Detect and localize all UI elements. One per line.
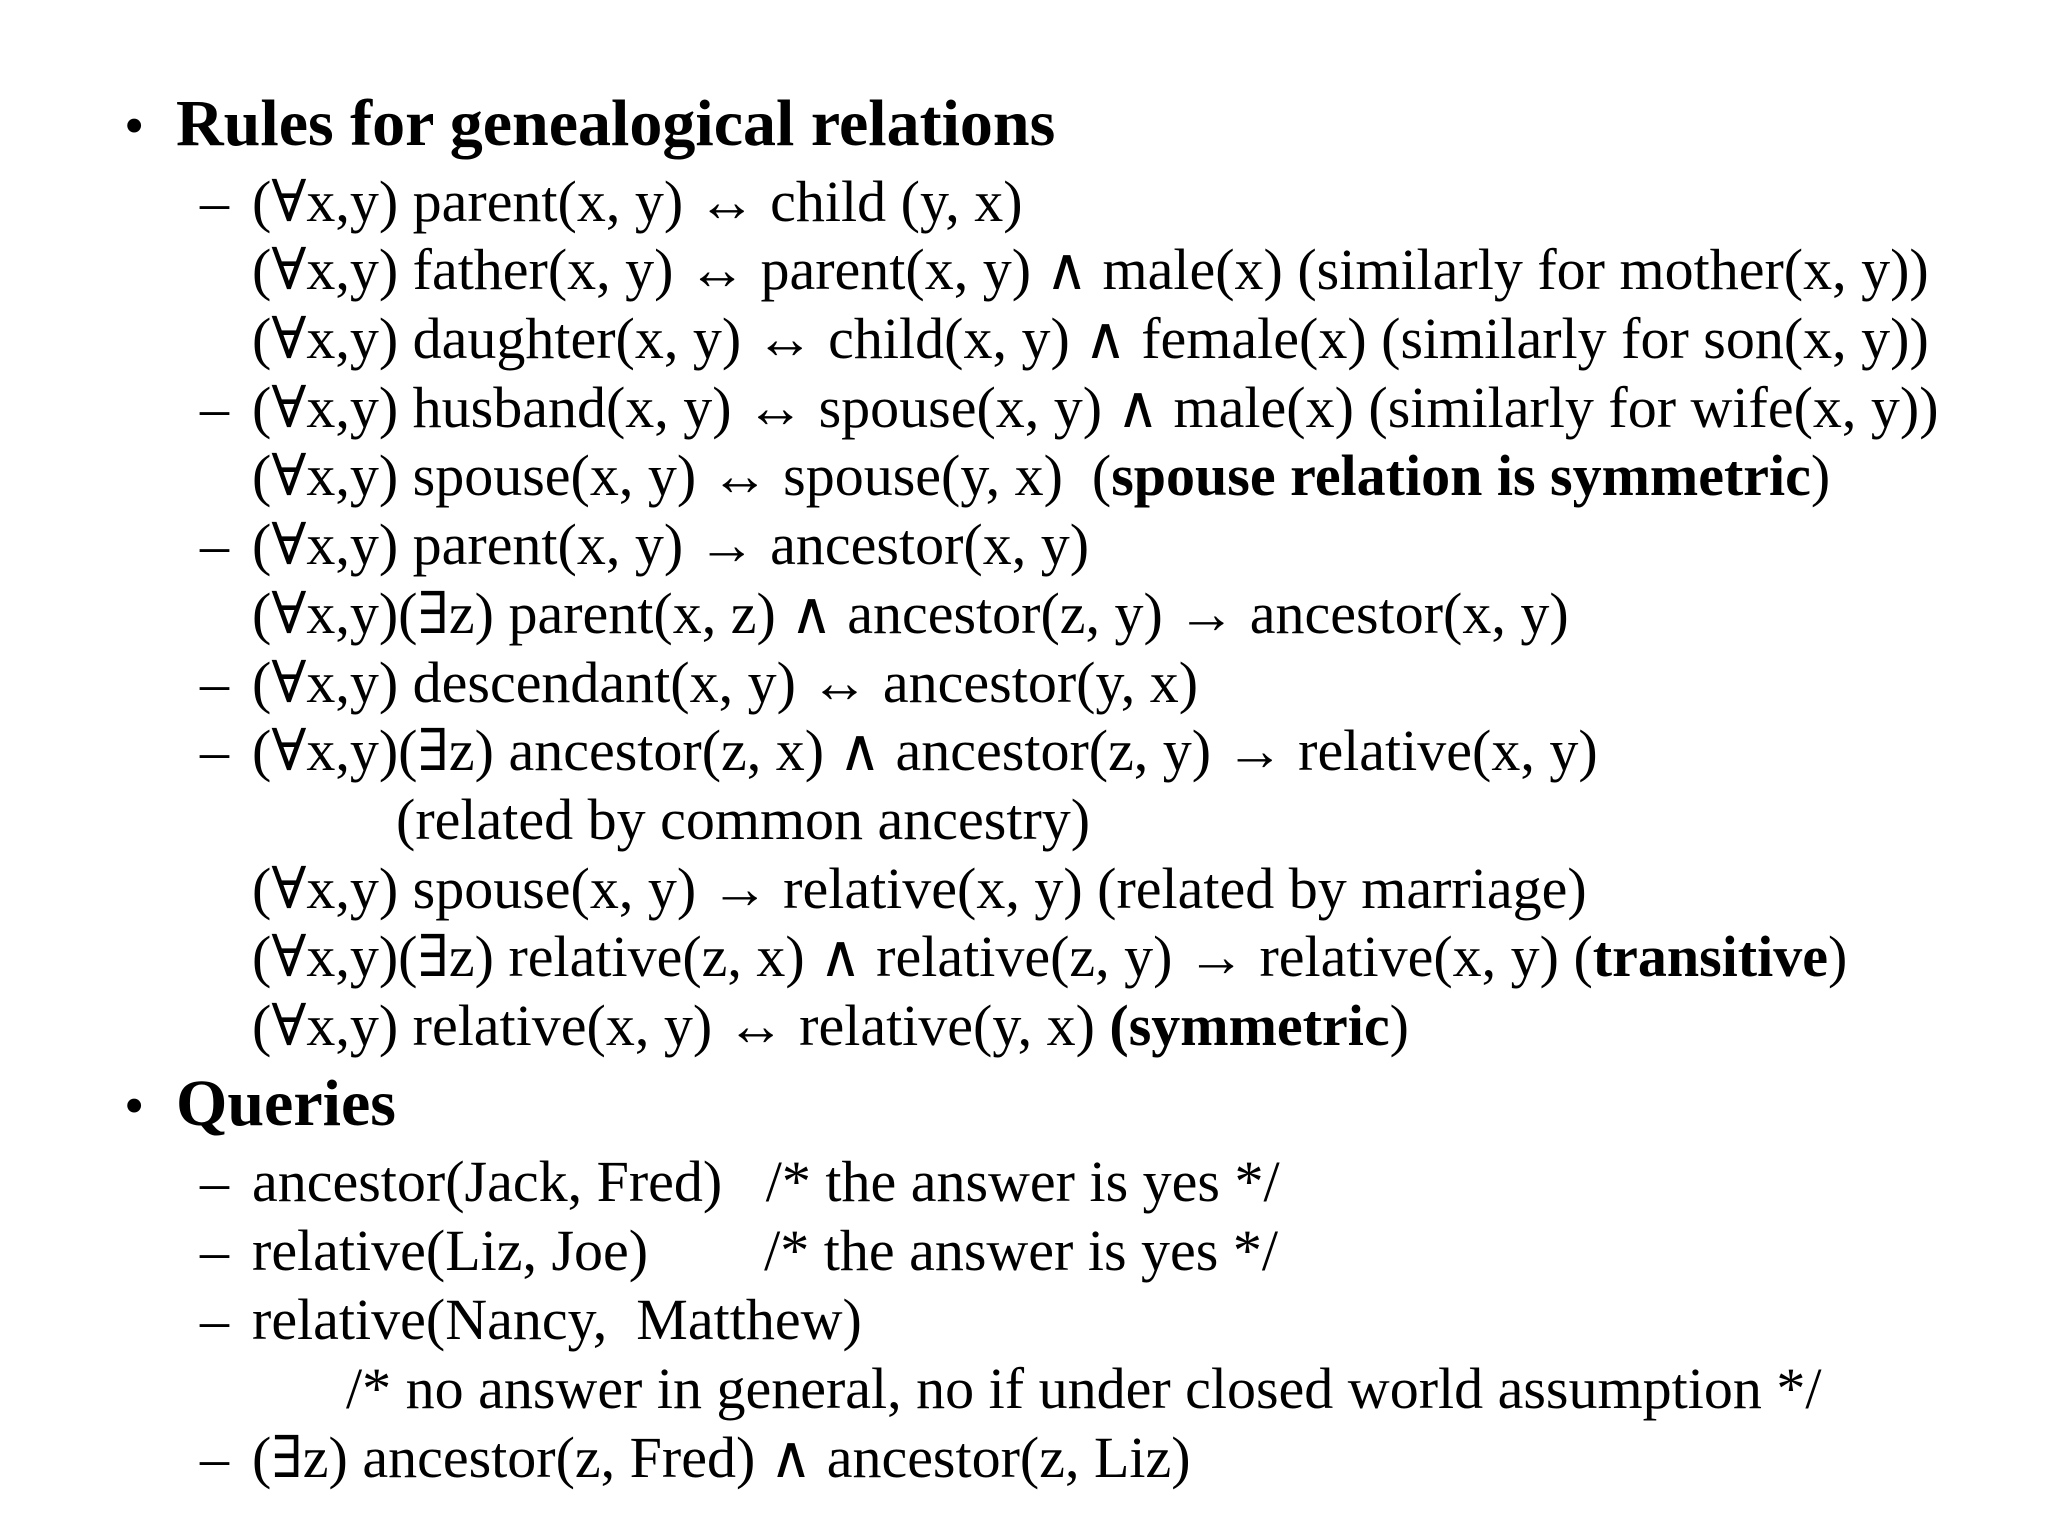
query-line-3: relative(Nancy, Matthew) [252, 1287, 862, 1352]
rule-line-4: (∀x,y) husband(x, y) ↔ spouse(x, y) ∧ male(x) (similarly for wife(x, y)) [252, 375, 1939, 440]
dash-rule-2: – [200, 375, 229, 440]
rule-line-5-post: ) [1810, 443, 1831, 508]
rule-line-12-post: ) [1827, 924, 1848, 989]
rule-line-12-pre: (∀x,y)(∃z) relative(z, x) ∧ relative(z, y) → relative(x, y) ( [252, 924, 1593, 989]
rule-line-9: (∀x,y)(∃z) ancestor(z, x) ∧ ancestor(z, y) → relative(x, y) [252, 718, 1598, 783]
query-line-5: (∃z) ancestor(z, Fred) ∧ ancestor(z, Liz) [252, 1425, 1191, 1490]
rule-line-8: (∀x,y) descendant(x, y) ↔ ancestor(y, x) [252, 650, 1199, 715]
rule-line-12-bold: transitive [1592, 924, 1828, 989]
rule-line-13-pre: (∀x,y) relative(x, y) ↔ relative(y, x) [252, 993, 1110, 1058]
rule-line-5 [252, 442, 1830, 510]
rule-line-2: (∀x,y) father(x, y) ↔ parent(x, y) ∧ male(x) (similarly for mother(x, y)) [252, 237, 1929, 302]
query-line-4: /* no answer in general, no if under closed world assumption */ [346, 1356, 1822, 1421]
rule-line-12 [252, 923, 1847, 991]
bullet-queries: • [124, 1073, 145, 1138]
dash-query-1: – [200, 1149, 229, 1214]
dash-query-4: – [200, 1425, 229, 1490]
rule-line-13 [252, 992, 1409, 1060]
rule-line-5-pre: (∀x,y) spouse(x, y) ↔ spouse(y, x) ( [252, 443, 1112, 508]
rule-line-13-bold: (symmetric [1109, 993, 1390, 1058]
rule-line-13-post: ) [1389, 993, 1409, 1058]
rule-line-6: (∀x,y) parent(x, y) → ancestor(x, y) [252, 512, 1090, 577]
rule-line-3: (∀x,y) daughter(x, y) ↔ child(x, y) ∧ female(x) (similarly for son(x, y)) [252, 306, 1929, 371]
dash-rule-3: – [200, 512, 229, 577]
dash-rule-1: – [200, 169, 229, 234]
query-line-1: ancestor(Jack, Fred) /* the answer is yes */ [252, 1149, 1280, 1214]
query-line-2: relative(Liz, Joe) /* the answer is yes */ [252, 1218, 1278, 1283]
dash-query-3: – [200, 1287, 229, 1352]
heading-queries: Queries [176, 1067, 396, 1140]
rule-line-7: (∀x,y)(∃z) parent(x, z) ∧ ancestor(z, y) → ancestor(x, y) [252, 581, 1569, 646]
dash-query-2: – [200, 1218, 229, 1283]
bullet-rules: • [124, 93, 145, 158]
heading-rules: Rules for genealogical relations [176, 87, 1056, 160]
rule-line-10: (related by common ancestry) [396, 787, 1091, 852]
rule-line-11: (∀x,y) spouse(x, y) → relative(x, y) (related by marriage) [252, 856, 1587, 921]
dash-rule-4: – [200, 650, 229, 715]
rule-line-1: (∀x,y) parent(x, y) ↔ child (y, x) [252, 169, 1023, 234]
dash-rule-5: – [200, 718, 229, 783]
rule-line-5-bold: spouse relation is symmetric [1111, 443, 1811, 508]
